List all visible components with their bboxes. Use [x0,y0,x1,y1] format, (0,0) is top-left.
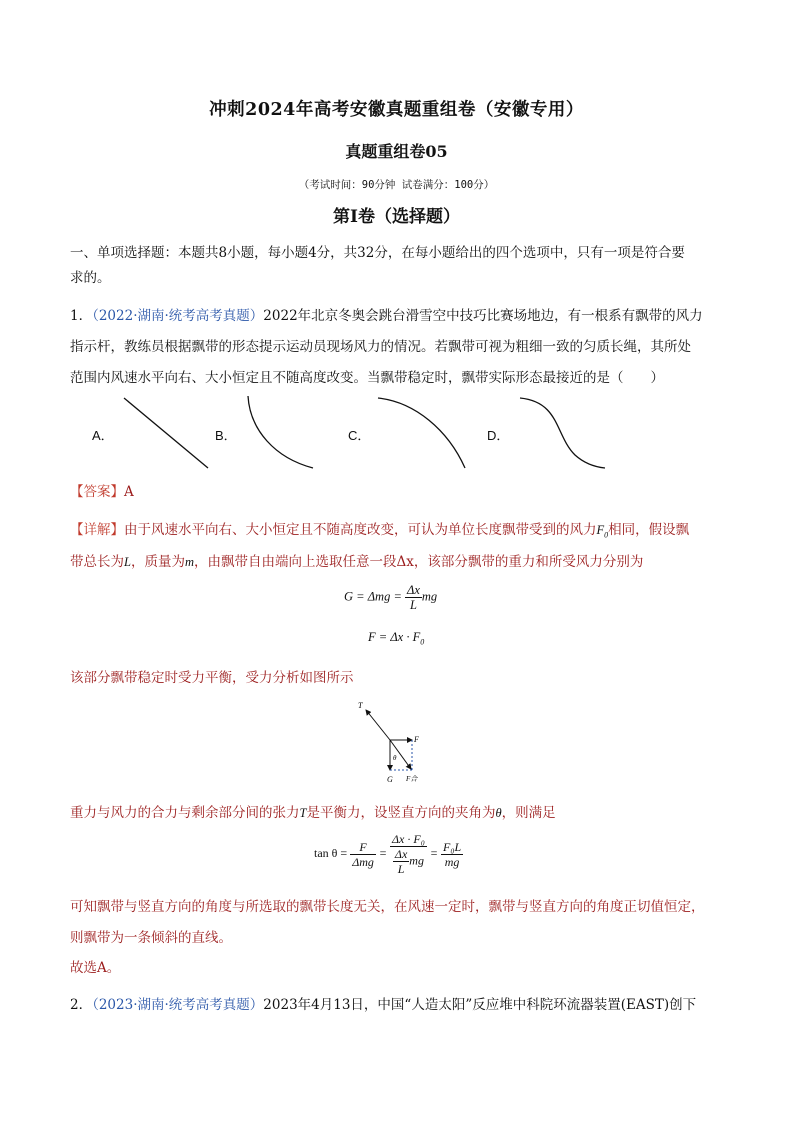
answer-label: 【答案】 [70,484,124,500]
q1-source: （2022·湖南·统考高考真题） [92,308,264,324]
symbol-theta: θ [495,806,502,820]
final-answer: 故选A。 [70,960,121,976]
paper-title: 冲刺2024年高考安徽真题重组卷（安徽专用） [209,100,584,120]
force-diagram [350,698,420,786]
label-g: G [387,775,393,784]
q2-number: 2． [70,997,93,1013]
q1-line2: 指示杆，教练员根据飘带的形态提示运动员现场风力的情况。若飘带可视为粗细一致的匀质长绳，其所处 [70,339,691,355]
conclusion-line1: 可知飘带与竖直方向的角度与所选取的飘带长度无关，在风速一定时，飘带与竖直方向的角度正切值恒定， [70,899,705,915]
equation-tan: tan θ = $\frac{F}{\text{Δmg}}$ = Δx · F₀ $\frac{\Delta x}{L}$ mg = $\frac{\text{F₀L}}{mg}$ [314,832,462,876]
symbol-t: T [299,806,307,820]
equation-gravity: G = Δmg = $\frac{\Delta x}{L}$ mg [344,583,438,612]
detail-line2: 带总长为L，质量为m，由飘带自由端向上选取任意一段Δx，该部分飘带的重力和所受风力分别为 [70,554,644,570]
option-b-label: B． [215,428,237,443]
label-t: T [358,701,363,710]
label-theta: θ [393,754,397,762]
option-c-label: C． [348,428,371,443]
section-intro-line2: 求的。 [70,270,111,286]
paper-subtitle: 真题重组卷05 [345,142,448,161]
option-a-curve [124,398,208,468]
tension-arrow [366,710,390,740]
option-d-curve [520,398,605,468]
equation-wind-force: $F = \Delta x \cdot F_0$ [368,630,425,647]
q1-line3: 范围内风速水平向右、大小恒定且不随高度改变。当飘带稳定时，飘带实际形态最接近的是（ ） [70,370,664,386]
label-f-resultant: F合 [406,775,418,783]
q2-line1-text: 2023年4月13日，中国“人造太阳”反应堆中科院环流器装置(EAST)创下 [263,997,697,1013]
part-title: 第I卷（选择题） [333,207,460,227]
answer-line [70,482,134,502]
exam-info: （考试时间：90分钟 试卷满分：100分） [298,179,495,191]
detail-label: 【详解】 [70,522,124,538]
symbol-m: m [184,555,194,569]
q1-line1 [70,306,703,326]
label-f: F [414,735,419,744]
detail-line1 [70,520,689,546]
answer-value: A [124,484,134,500]
option-b-curve [248,396,313,468]
section-intro-line1: 一、单项选择题：本题共8小题，每小题4分，共32分，在每小题给出的四个选项中，只有一项是符合要 [70,245,685,261]
options-figure [110,390,630,480]
conclusion-line2: 则飘带为一条倾斜的直线。 [70,930,232,946]
detail-text1: 由于风速水平向右、大小恒定且不随高度改变，可认为单位长度飘带受到的风力 [124,522,597,538]
option-a-label: A． [92,428,114,443]
q1-number: 1． [70,308,93,324]
option-d-label: D． [487,428,510,443]
q1-line1-text: 2022年北京冬奥会跳台滑雪空中技巧比赛场地边，有一根系有飘带的风力 [263,308,703,324]
option-c-curve [378,398,465,468]
detail-text1-tail: 相同，假设飘 [608,522,690,538]
q2-line1 [70,995,696,1015]
balance-text: 该部分飘带稳定时受力平衡，受力分析如图所示 [70,670,354,686]
tension-text: 重力与风力的合力与剩余部分间的张力T是平衡力，设竖直方向的夹角为θ，则满足 [70,805,556,821]
symbol-l: L [124,555,131,569]
symbol-f0: $F_0$ [596,523,609,540]
q2-source: （2023·湖南·统考高考真题） [92,997,264,1013]
